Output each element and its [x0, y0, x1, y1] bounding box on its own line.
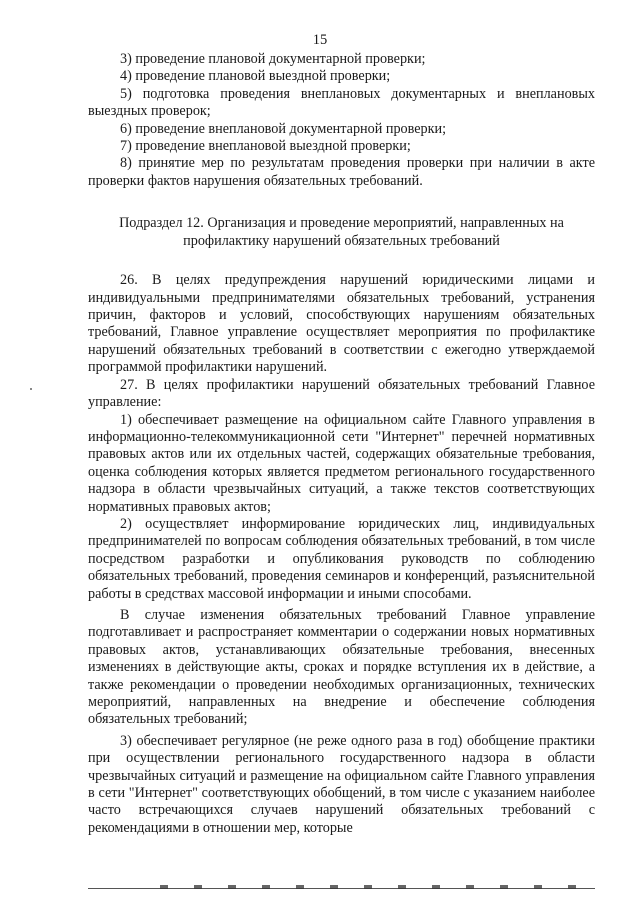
section-heading [88, 214, 595, 250]
page-number: 15 [312, 32, 328, 48]
section-heading-line: профилактику нарушений обязательных требований [183, 233, 500, 250]
scan-edge-artifact [160, 885, 600, 889]
paragraph: 1) обеспечивает размещение на официальном сайте Главного управления в информационно-телекоммуникационной сети "Интернет" перечней нормативных правовых актов или их отдельных частей, содержащих обязательные требования, оценка соблюдения которых является предметом регионального государственного надзора в области чрезвычайных ситуаций, а также текстов соответствующих нормативных правовых актов; [88, 411, 595, 515]
scan-artifact [30, 388, 32, 390]
list-item: 8) принятие мер по результатам проведения проверки при наличии в акте проверки фактов нарушения обязательных требований. [88, 155, 595, 189]
list-item: 7) проведение внеплановой выездной проверки; [120, 138, 411, 155]
paragraph: 3) обеспечивает регулярное (не реже одного раза в год) обобщение практики при осуществлении регионального государственного надзора в области чрезвычайных ситуаций и размещение на официальном сайте Главного управления в сети "Интернет" соответствующих обобщений, в том числе с указанием наиболее часто встречающихся случаев нарушений обязательных требований с рекомендациями в отношении мер, которые [88, 732, 595, 836]
list-item: 3) проведение плановой документарной проверки; [120, 51, 426, 67]
paragraph: 27. В целях профилактики нарушений обязательных требований Главное управление: [88, 376, 595, 411]
paragraph: 26. В целях предупреждения нарушений юридическими лицами и индивидуальными предпринимателями обязательных требований, устранения причин, факторов и условий, способствующих нарушениям обязательных требований, Главное управление осуществляет мероприятия по профилактике нарушений обязательных требований в соответствии с ежегодно утверждаемой программой профилактики нарушений. [88, 272, 595, 376]
list-item: 5) подготовка проведения внеплановых документарных и внеплановых выездных проверок; [88, 85, 595, 120]
document-body [88, 51, 595, 837]
section-heading-line: Подраздел 12. Организация и проведение мероприятий, направленных на [119, 215, 564, 232]
list-item: 4) проведение плановой выездной проверки; [120, 68, 391, 85]
paragraph: 2) осуществляет информирование юридических лиц, индивидуальных предпринимателей по вопросам соблюдения обязательных требований, в том числе посредством разработки и опубликования руководств по соблюдению обязательных требований, проведения семинаров и конференций, разъяснительной работы в средствах массовой информации и иными способами. [88, 515, 595, 602]
list-item: 6) проведение внеплановой документарной проверки; [120, 120, 447, 137]
paragraph: В случае изменения обязательных требований Главное управление подготавливает и распространяет комментарии о содержании новых нормативных правовых актов, устанавливающих обязательные требования, внесенных изменениях в действующие акты, сроках и порядке вступления их в действие, а также рекомендации о проведении необходимых организационных, технических мероприятий, направленных на внедрение и обеспечение соблюдения обязательных требований; [88, 606, 595, 728]
